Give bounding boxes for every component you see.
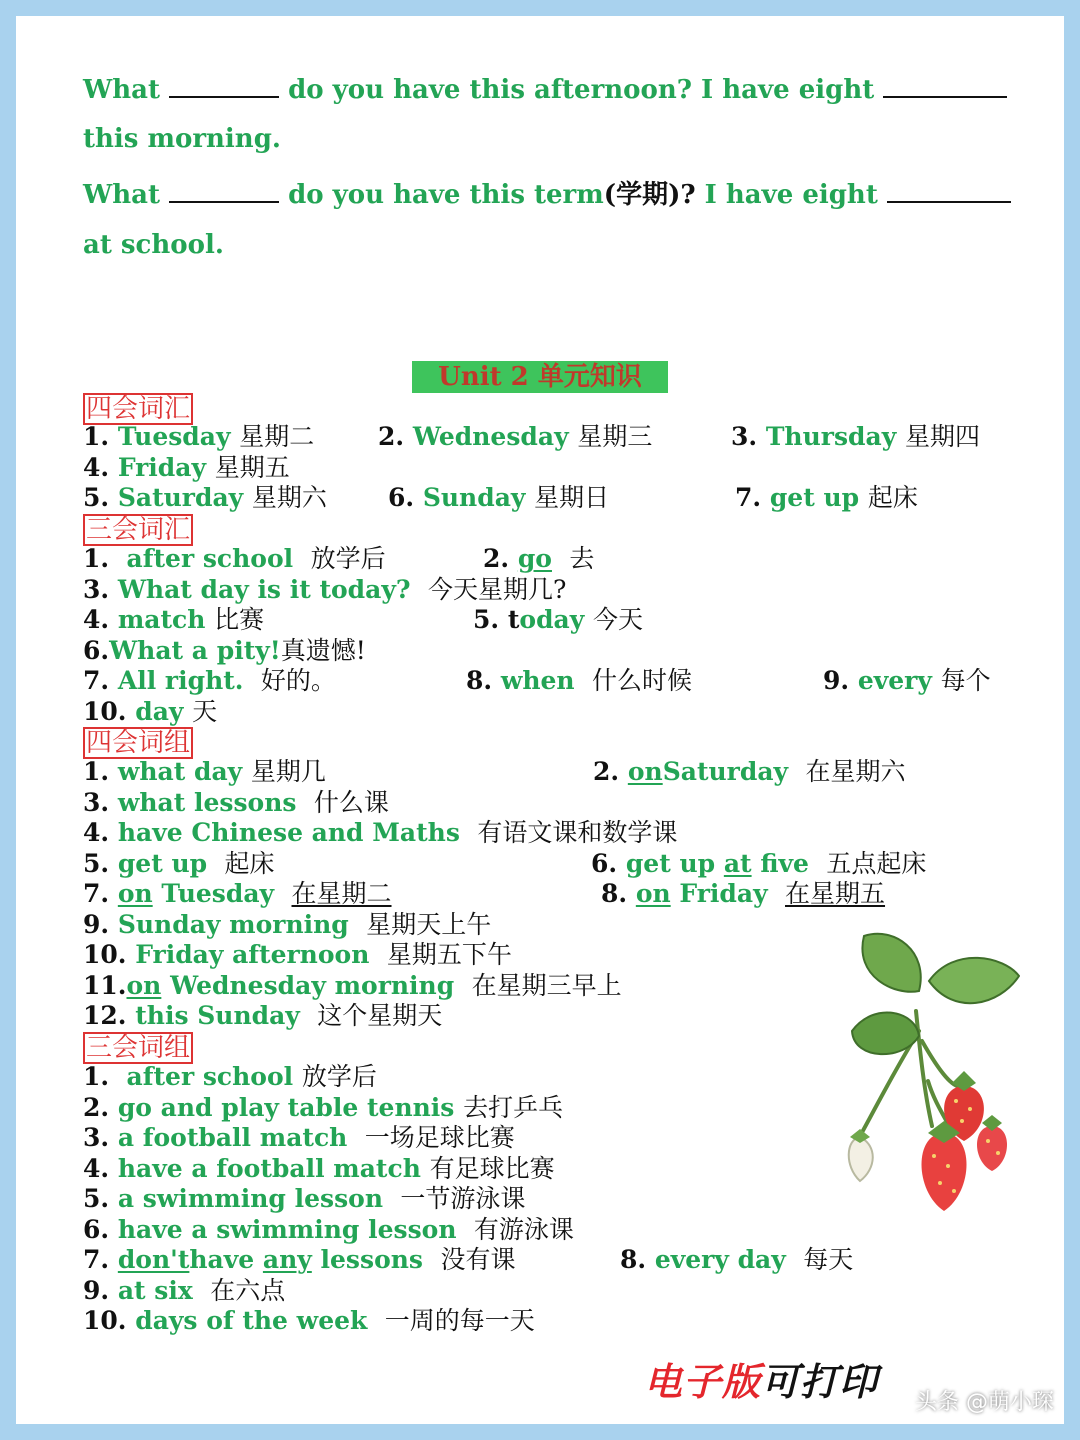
unit-title: Unit 2 单元知识 bbox=[412, 361, 668, 393]
section-title: 三会词汇 bbox=[83, 514, 193, 546]
answer-blank[interactable] bbox=[883, 72, 1007, 98]
strawberry-illustration bbox=[824, 921, 1020, 1221]
exercise-q2-line1: What do you have this term(学期)? I have eight bbox=[83, 177, 1011, 210]
exercise-q1-line2: this morning. bbox=[83, 124, 281, 154]
worksheet-page: What do you have this afternoon? I have eight this morning. What do you have this term(学期)? I have eight at school. Unit 2 单元知识 四会词汇 1. Tuesday 星期二 2. Wednesday 星期三 3. Thursday 星期四 4. Friday 星期五 5. Saturday 星期六 6. Sunday 星期日 7. get up 起床 三会词汇 1. after school 放学后 2. go 去 3. What day is it today? 今天星期几? 4. match 比赛 5. today 今天 6.What a pity!真遗憾! 7. All right. 好的。 8. when 什么时候 9. every 每个 10. day 天 四会词组 1. what day 星期几 2. onSaturday 在星期六 3. what lessons 什么课 4. have Chinese and Maths 有语文课和数学课 5. get up 起床 6. get up at five 五点起床 7. on Tuesday 在星期二 8. on Friday 在星期五 9. Sunday morning 星期天上午 10. Friday afternoon 星期五下午 11.on Wednesday morning 在星期三早上 12. this Sunday 这个星期天 三会词组 1. after school 放学后 2. go and play table tennis 去打乒乓 3. a football match 一场足球比赛 4. have a football match 有足球比赛 5. a swimming lesson 一节游泳课 6. have a swimming lesson 有游泳课 7. don'thave any lessons 没有课 8. every day 每天 9. at six 在六点 10. days of the week 一周的每一天 电子版可打印 头条 @萌小琛 bbox=[16, 16, 1064, 1424]
answer-blank[interactable] bbox=[169, 72, 279, 98]
answer-blank[interactable] bbox=[169, 177, 279, 203]
exercise-q2-line2: at school. bbox=[83, 230, 224, 260]
answer-blank[interactable] bbox=[887, 177, 1011, 203]
watermark: 头条 @萌小琛 bbox=[915, 1390, 1054, 1415]
printable-label: 电子版可打印 bbox=[644, 1359, 879, 1404]
section-title: 四会词汇 bbox=[83, 393, 193, 425]
section-title: 三会词组 bbox=[83, 1032, 193, 1064]
exercise-q1-line1: What do you have this afternoon? I have eight bbox=[83, 72, 1007, 105]
section-title: 四会词组 bbox=[83, 727, 193, 759]
